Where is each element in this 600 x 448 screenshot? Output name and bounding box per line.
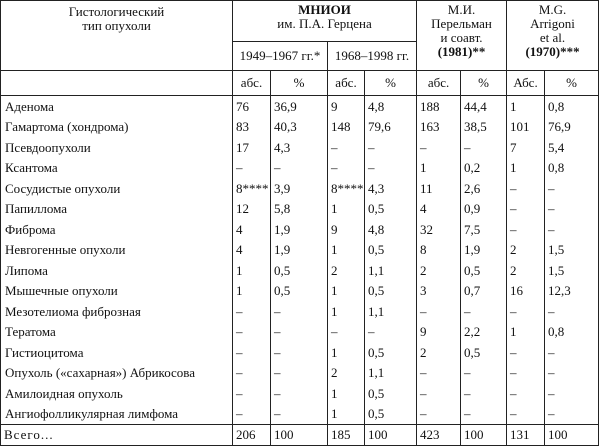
table-cell: 0,5 [365,280,417,300]
unit-abs-3: абс. [417,71,461,96]
total-label: Всего... [1,425,233,446]
row-label: Опухоль («сахарная») Абрикосова [1,362,233,382]
table-cell: 76,9 [545,117,599,137]
table-cell: – [328,321,365,341]
unit-pct-1: % [271,71,328,96]
table-cell: 7 [507,137,545,157]
header-perelman-line2: Перельман [431,16,492,31]
table-cell: – [461,403,507,424]
table-row [1,403,599,424]
table-row [1,383,599,403]
table-cell: – [271,403,328,424]
row-label: Липома [1,260,233,280]
unit-pct-2: % [365,71,417,96]
total-cell: 100 [271,425,328,446]
table-cell: 76 [233,96,271,117]
row-label: Ксантома [1,158,233,178]
table-cell: 1 [233,280,271,300]
table-cell: – [417,403,461,424]
table-cell: 4,8 [365,219,417,239]
header-mnioi [233,1,417,42]
total-row [1,425,599,446]
table-cell: 101 [507,117,545,137]
row-label: Гистиоцитома [1,342,233,362]
table-cell: – [461,383,507,403]
header-mnioi-subtitle: им. П.А. Герцена [277,16,372,31]
table-cell: 188 [417,96,461,117]
table-cell: – [545,403,599,424]
row-label: Амилоидная опухоль [1,383,233,403]
table-cell: 1 [417,158,461,178]
table-cell: 0,5 [271,260,328,280]
table-cell: 1 [507,96,545,117]
total-cell: 100 [545,425,599,446]
table-cell: – [271,301,328,321]
table-cell: 1,9 [271,219,328,239]
row-label: Ангиофолликулярная лимфома [1,403,233,424]
table-row [1,301,599,321]
table-cell: 1,1 [365,260,417,280]
table-cell: 0,9 [461,198,507,218]
table-row [1,321,599,341]
table-cell: 9 [417,321,461,341]
table-cell: – [271,158,328,178]
table-cell: – [507,403,545,424]
table-cell: – [417,383,461,403]
unit-abs-2: абс. [328,71,365,96]
table-cell: – [507,219,545,239]
total-cell: 185 [328,425,365,446]
row-label: Гамартома (хондрома) [1,117,233,137]
table-row [1,96,599,117]
table-row [1,198,599,218]
header-perelman-line1: М.И. [447,2,476,17]
table-cell: – [365,137,417,157]
table-cell: – [545,342,599,362]
header-period-2: 1968–1998 гг. [328,42,417,71]
table-cell: 1 [328,342,365,362]
header-arrigoni-line4: (1970)*** [525,44,580,59]
table-cell: 1,9 [271,239,328,259]
table-row [1,137,599,157]
table-cell: – [271,342,328,362]
table-cell: 8**** [233,178,271,198]
total-cell: 423 [417,425,461,446]
table-cell: 4 [233,219,271,239]
table-cell: 7,5 [461,219,507,239]
table-cell: – [233,301,271,321]
table-cell: 3 [417,280,461,300]
table-cell: 1 [507,158,545,178]
table-cell: – [507,342,545,362]
table-cell: 4 [417,198,461,218]
table-cell: 3,9 [271,178,328,198]
table-cell: 83 [233,117,271,137]
table-cell: – [507,301,545,321]
table-cell: 0,8 [545,96,599,117]
table-cell: – [507,178,545,198]
table-cell: 0,5 [271,280,328,300]
table-cell: – [328,137,365,157]
table-cell: 1,1 [365,301,417,321]
table-cell: – [233,383,271,403]
table-cell: – [507,383,545,403]
table-cell: – [233,403,271,424]
row-label: Мышечные опухоли [1,280,233,300]
table-cell: 8 [417,239,461,259]
table-cell: 1 [328,198,365,218]
table-row [1,362,599,382]
unit-pct-4: % [545,71,599,96]
table-cell: 1 [328,280,365,300]
table-cell: 0,5 [365,342,417,362]
table-cell: 8**** [328,178,365,198]
table-cell: 4,8 [365,96,417,117]
table-cell: 0,5 [365,403,417,424]
table-cell: 5,8 [271,198,328,218]
table-cell: – [545,301,599,321]
table-cell: – [461,362,507,382]
unit-abs-4: Абс. [507,71,545,96]
table-cell: 0,8 [545,321,599,341]
row-label: Папиллома [1,198,233,218]
table-cell: 2 [417,342,461,362]
table-cell: 2 [507,239,545,259]
table-cell: – [328,158,365,178]
table-row [1,239,599,259]
table-cell: – [271,321,328,341]
table-cell: – [233,362,271,382]
table-cell: – [365,158,417,178]
table-cell: 1 [328,301,365,321]
table-cell: 32 [417,219,461,239]
total-cell: 131 [507,425,545,446]
table-cell: 79,6 [365,117,417,137]
header-arrigoni [507,1,599,71]
table-cell: 1 [328,403,365,424]
row-label: Псевдоопухоли [1,137,233,157]
table-cell: – [545,219,599,239]
table-cell: 1 [507,321,545,341]
table-cell: 2 [507,260,545,280]
unit-pct-3: % [461,71,507,96]
table-cell: 4,3 [365,178,417,198]
row-label: Фиброма [1,219,233,239]
table-cell: 38,5 [461,117,507,137]
header-perelman-line3: и соавт. [440,30,483,45]
table-cell: 0,2 [461,158,507,178]
total-cell: 100 [461,425,507,446]
table-cell: 40,3 [271,117,328,137]
table-cell: 11 [417,178,461,198]
table-cell: – [545,198,599,218]
table-cell: 2 [328,260,365,280]
table-cell: – [507,362,545,382]
table-cell: – [461,301,507,321]
table-cell: 2 [417,260,461,280]
table-body [1,96,599,425]
table-cell: 9 [328,96,365,117]
header-tumor-type [1,1,233,71]
table-cell: – [545,383,599,403]
header-perelman-line4: (1981)** [437,44,486,59]
table-cell: 1 [328,383,365,403]
table-cell: 163 [417,117,461,137]
row-label: Тератома [1,321,233,341]
table-cell: 1,9 [461,239,507,259]
table-cell: 1,5 [545,239,599,259]
table-cell: 0,5 [365,383,417,403]
table-cell: 0,5 [365,239,417,259]
table-cell: 2 [328,362,365,382]
table-row [1,342,599,362]
row-label: Аденома [1,96,233,117]
table-cell: – [417,301,461,321]
table-cell: 2,6 [461,178,507,198]
table-cell: 0,8 [545,158,599,178]
row-label: Мезотелиома фиброзная [1,301,233,321]
table-cell: – [507,198,545,218]
table-cell: – [545,362,599,382]
table-cell: 5,4 [545,137,599,157]
table-row [1,280,599,300]
table-cell: 4,3 [271,137,328,157]
table-cell: – [417,362,461,382]
table-cell: 1 [328,239,365,259]
table-cell: 4 [233,239,271,259]
table-cell: 0,5 [365,198,417,218]
total-cell: 206 [233,425,271,446]
table-cell: – [461,137,507,157]
header-period-1: 1949–1967 гг.* [233,42,328,71]
table-cell: 1,1 [365,362,417,382]
unit-abs-1: абс. [233,71,271,96]
row-label: Сосудистые опухоли [1,178,233,198]
table-cell: 16 [507,280,545,300]
table-cell: 148 [328,117,365,137]
table-cell: 17 [233,137,271,157]
header-mnioi-title: МНИОИ [298,2,351,17]
header-perelman [417,1,507,71]
table-cell: 12 [233,198,271,218]
table-cell: 0,7 [461,280,507,300]
table-cell: 12,3 [545,280,599,300]
table-cell: 44,4 [461,96,507,117]
header-arrigoni-line1: M.G. [538,2,567,17]
table-cell: 0,5 [461,342,507,362]
table-cell: 36,9 [271,96,328,117]
table-cell: – [233,158,271,178]
header-arrigoni-line2: Arrigoni [530,16,575,31]
table-cell: – [365,321,417,341]
table-row [1,260,599,280]
table-cell: – [233,342,271,362]
table-cell: – [417,137,461,157]
header-arrigoni-line3: et al. [539,30,566,45]
table-row [1,178,599,198]
table-row [1,158,599,178]
table-cell: – [271,383,328,403]
header-tumor-type-text: Гистологический тип опухоли [68,4,165,33]
row-label: Невrогенные опухоли [1,239,233,259]
table-cell: 1,5 [545,260,599,280]
table-cell: – [545,178,599,198]
table-cell: 1 [233,260,271,280]
total-cell: 100 [365,425,417,446]
table-cell: 9 [328,219,365,239]
table-cell: 0,5 [461,260,507,280]
table-row [1,117,599,137]
table-cell: 2,2 [461,321,507,341]
table-cell: – [271,362,328,382]
table-cell: – [233,321,271,341]
header-unit-empty [1,71,233,96]
table-row [1,219,599,239]
